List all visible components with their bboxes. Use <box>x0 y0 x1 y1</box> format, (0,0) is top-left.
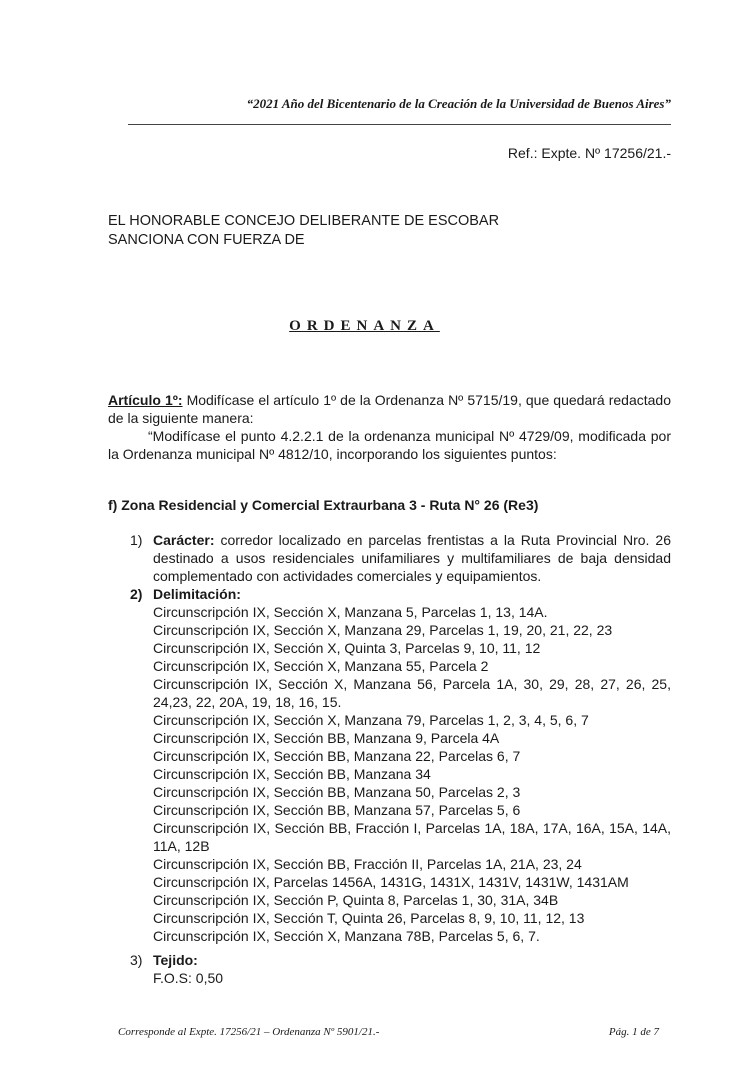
list-item: Circunscripción IX, Sección X, Manzana 56, Parcela 1A, 30, 29, 28, 27, 26, 25, 24,23, 22, 20A, 19, 18, 16, 15. <box>153 676 671 710</box>
list-item: Circunscripción IX, Sección BB, Manzana 57, Parcelas 5, 6 <box>153 802 521 818</box>
council-heading <box>108 212 499 250</box>
item-tejido-content <box>153 951 671 987</box>
list-item: Circunscripción IX, Sección X, Quinta 3, Parcelas 9, 10, 11, 12 <box>153 640 541 656</box>
item-tejido-label: Tejido: <box>153 952 198 968</box>
item-tejido-line: F.O.S: 0,50 <box>153 970 224 986</box>
article-1-paragraph <box>108 391 671 427</box>
item-caracter <box>108 531 671 585</box>
zone-heading: f) Zona Residencial y Comercial Extraurbana 3 - Ruta N° 26 (Re3) <box>108 497 539 513</box>
list-item: Circunscripción IX, Sección T, Quinta 26, Parcelas 8, 9, 10, 11, 12, 13 <box>153 910 585 926</box>
file-reference: Ref.: Expte. Nº 17256/21.- <box>507 145 671 161</box>
article-1-label: Artículo 1º: <box>108 392 183 408</box>
list-item: Circunscripción IX, Sección BB, Fracción II, Parcelas 1A, 21A, 23, 24 <box>153 856 582 872</box>
header-motto: “2021 Año del Bicentenario de la Creación de la Universidad de Buenos Aires” <box>246 96 671 111</box>
article-1-text-1: Modifícase el artículo 1º de la Ordenanza Nº 5715/19, que quedará redactado de la siguiente manera: <box>108 392 672 426</box>
footer-reference: Corresponde al Expte. 17256/21 – Ordenanza Nº 5901/21.- <box>118 1026 380 1038</box>
item-caracter-label: Carácter: <box>153 532 215 548</box>
page-number: Pág. 1 de 7 <box>608 1026 659 1038</box>
delimitation-list <box>153 603 671 945</box>
list-item: Circunscripción IX, Sección P, Quinta 8, Parcelas 1, 30, 31A, 34B <box>153 892 559 908</box>
list-item: Circunscripción IX, Sección X, Manzana 79, Parcelas 1, 2, 3, 4, 5, 6, 7 <box>153 712 589 728</box>
article-1 <box>108 391 671 463</box>
list-item: Circunscripción IX, Parcelas 1456A, 1431G, 1431X, 1431V, 1431W, 1431AM <box>153 874 629 890</box>
list-item: Circunscripción IX, Sección BB, Manzana 22, Parcelas 6, 7 <box>153 748 521 764</box>
item-number: 3) <box>130 952 143 968</box>
list-item: Circunscripción IX, Sección BB, Manzana 9, Parcela 4A <box>153 730 500 746</box>
item-number: 1) <box>130 532 143 548</box>
header-divider <box>128 124 671 125</box>
list-item: Circunscripción IX, Sección BB, Fracción I, Parcelas 1A, 18A, 17A, 16A, 15A, 14A, 11A, 12B <box>153 820 671 854</box>
list-item: Circunscripción IX, Sección BB, Manzana 50, Parcelas 2, 3 <box>153 784 521 800</box>
list-item: Circunscripción IX, Sección X, Manzana 5, Parcelas 1, 13, 14A. <box>153 604 548 620</box>
council-line-2: SANCIONA CON FUERZA DE <box>108 232 305 248</box>
council-line-1: EL HONORABLE CONCEJO DELIBERANTE DE ESCOBAR <box>108 213 500 229</box>
item-number: 2) <box>130 586 143 602</box>
item-delimitacion-content <box>153 585 671 945</box>
item-delimitacion-label: Delimitación: <box>153 586 241 602</box>
item-delimitacion <box>108 585 671 945</box>
item-tejido <box>108 951 671 987</box>
list-item: Circunscripción IX, Sección X, Manzana 55, Parcela 2 <box>153 658 489 674</box>
list-item: Circunscripción IX, Sección X, Manzana 29, Parcelas 1, 19, 20, 21, 22, 23 <box>153 622 613 638</box>
article-1-text-2: “Modifícase el punto 4.2.2.1 de la ordenanza municipal Nº 4729/09, modificada por la Ordenanza municipal Nº 4812/10, incorporando los siguientes puntos: <box>108 428 671 462</box>
item-caracter-content <box>153 531 671 585</box>
list-item: Circunscripción IX, Sección BB, Manzana 34 <box>153 766 431 782</box>
item-caracter-text: corredor localizado en parcelas frentistas a la Ruta Provincial Nro. 26 destinado a usos residenciales unifamiliares y multifamiliares de baja densidad complementado con actividades comerciales y equipamientos. <box>153 532 671 584</box>
document-title: ORDENANZA <box>289 318 440 334</box>
list-item: Circunscripción IX, Sección X, Manzana 78B, Parcelas 5, 6, 7. <box>153 928 540 944</box>
